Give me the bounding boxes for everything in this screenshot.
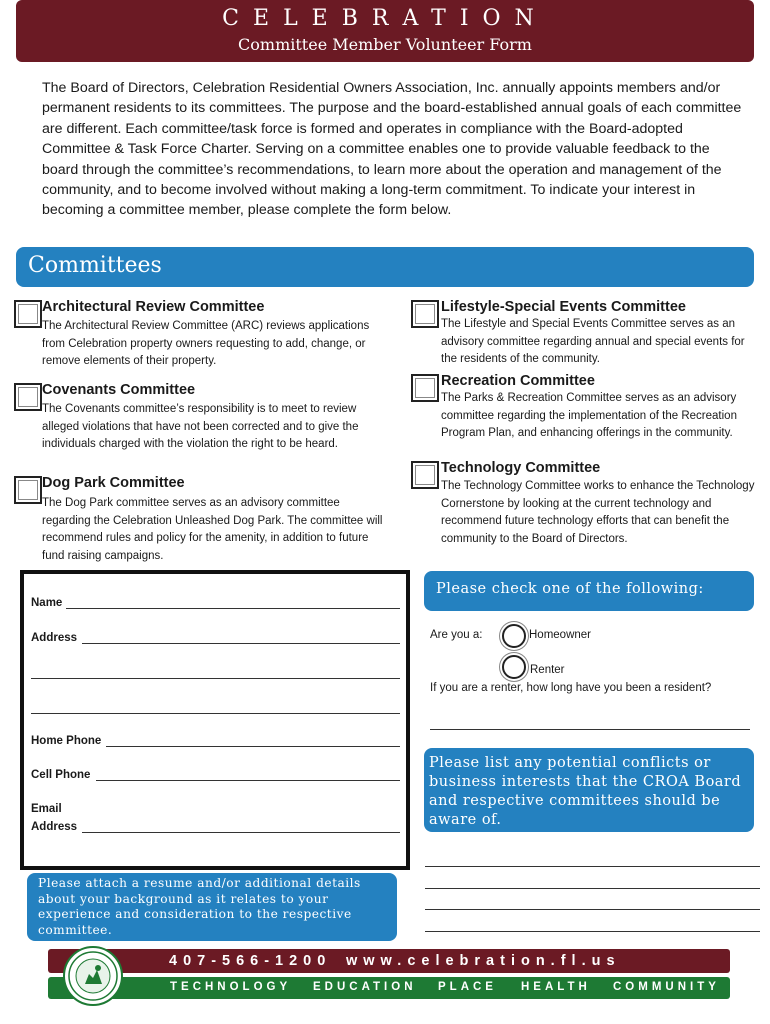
committee-description: The Lifestyle and Special Events Committee serves as an advisory committee regarding annual and special events for the residents of the community. <box>441 318 745 365</box>
renter-duration-field[interactable] <box>430 729 750 730</box>
committee-title: Lifestyle-Special Events Committee <box>441 299 686 315</box>
committee-title: Technology Committee <box>441 460 601 476</box>
address-line-3[interactable] <box>31 713 400 714</box>
form-header <box>16 0 754 62</box>
lifestyle-events-checkbox[interactable] <box>411 300 439 328</box>
committee-description: The Dog Park committee serves as an advisory committee regarding the Celebration Unleashed Dog Park. The committee will recommend rules and policy for the amenity, in addition to future fund raising campaigns. <box>42 497 383 562</box>
dog-park-checkbox[interactable] <box>14 476 42 504</box>
footer-pillars-strip <box>48 977 730 999</box>
committees-heading-bar <box>16 247 754 287</box>
architectural-review-checkbox[interactable] <box>14 300 42 328</box>
header-title: CELEBRATION <box>222 6 548 31</box>
footer-phone: 407-566-1200 <box>169 953 332 969</box>
renter-radio[interactable] <box>502 655 526 679</box>
contact-form-box <box>20 570 410 870</box>
conflicts-line-3[interactable] <box>425 909 760 910</box>
home-phone-label: Home Phone <box>31 735 102 747</box>
attach-resume-box <box>27 873 397 941</box>
committee-description: The Technology Committee works to enhance the Technology Cornerstone by looking at the current technology and recommend future technology efforts that can benefit the community to the Board of Directors. <box>441 480 755 545</box>
name-label: Name <box>31 597 63 609</box>
pillar-health: HEALTH <box>521 981 591 993</box>
cell-phone-field[interactable] <box>96 780 400 781</box>
email-field[interactable] <box>82 832 400 833</box>
homeowner-label: Homeowner <box>529 629 591 641</box>
pillar-technology: TECHNOLOGY <box>170 981 292 993</box>
committee-description: The Parks & Recreation Committee serves as an advisory committee regarding the implementation of the Recreation Program Plan, and enhancing offerings in the community. <box>441 392 737 439</box>
committee-title: Architectural Review Committee <box>42 299 265 315</box>
address-label: Address <box>31 632 78 644</box>
intro-paragraph: The Board of Directors, Celebration Residential Owners Association, Inc. annually appoints members and/or permanent residents to its committees. The purpose and the board-established annual goals of each committee are different. Each committee/task force is formed and operates in compliance with the Board-adopted Committee & Task Force Charter. Serving on a committee enables one to provide valuable feedback to the board through the committee’s recommendations, to learn more about the operation and management of the community, and to become involved without making a long-term commitment. To indicate your interest in becoming a committee member, please complete the form below. <box>42 80 742 219</box>
footer-contact-strip <box>48 949 730 973</box>
committee-title: Covenants Committee <box>42 382 196 398</box>
homeowner-radio[interactable] <box>502 624 526 648</box>
name-field[interactable] <box>66 608 400 609</box>
email-address-label: Address <box>31 821 78 833</box>
conflicts-box <box>424 748 754 832</box>
header-subtitle: Committee Member Volunteer Form <box>238 35 532 54</box>
email-label: Email <box>31 803 62 815</box>
committee-title: Recreation Committee <box>441 373 595 389</box>
conflicts-line-1[interactable] <box>425 866 760 867</box>
address-field[interactable] <box>82 643 400 644</box>
conflicts-line-2[interactable] <box>425 888 760 889</box>
check-heading: Please check one of the following: <box>436 581 704 597</box>
renter-label: Renter <box>530 664 565 676</box>
check-heading-bar <box>424 571 754 611</box>
committee-description: The Architectural Review Committee (ARC) reviews applications from Celebration property owners requesting to add, change, or remove elements of their property. <box>42 320 370 367</box>
covenants-checkbox[interactable] <box>14 383 42 411</box>
pillar-place: PLACE <box>438 981 497 993</box>
seal-icon <box>65 948 121 1004</box>
committee-title: Dog Park Committee <box>42 475 185 491</box>
renter-question: If you are a renter, how long have you been a resident? <box>430 682 712 694</box>
celebration-seal-logo <box>63 946 123 1006</box>
address-line-2[interactable] <box>31 678 400 679</box>
are-you-label: Are you a: <box>430 629 483 641</box>
committee-description: The Covenants committee’s responsibility is to meet to review alleged violations that have not been corrected and to give the individuals charged with the violation the right to be heard. <box>42 403 359 450</box>
attach-resume-text: Please attach a resume and/or additional details about your background as it relates to your experience and consideration to the respective committee. <box>38 876 361 937</box>
technology-checkbox[interactable] <box>411 461 439 489</box>
recreation-checkbox[interactable] <box>411 374 439 402</box>
pillar-education: EDUCATION <box>313 981 417 993</box>
home-phone-field[interactable] <box>106 746 400 747</box>
footer-website[interactable]: www.celebration.fl.us <box>346 953 621 969</box>
conflicts-line-4[interactable] <box>425 931 760 932</box>
pillar-community: COMMUNITY <box>613 981 720 993</box>
conflicts-text: Please list any potential conflicts or business interests that the CROA Board and respective committees should be aware of. <box>429 755 742 828</box>
cell-phone-label: Cell Phone <box>31 769 91 781</box>
committees-heading: Committees <box>28 253 162 278</box>
